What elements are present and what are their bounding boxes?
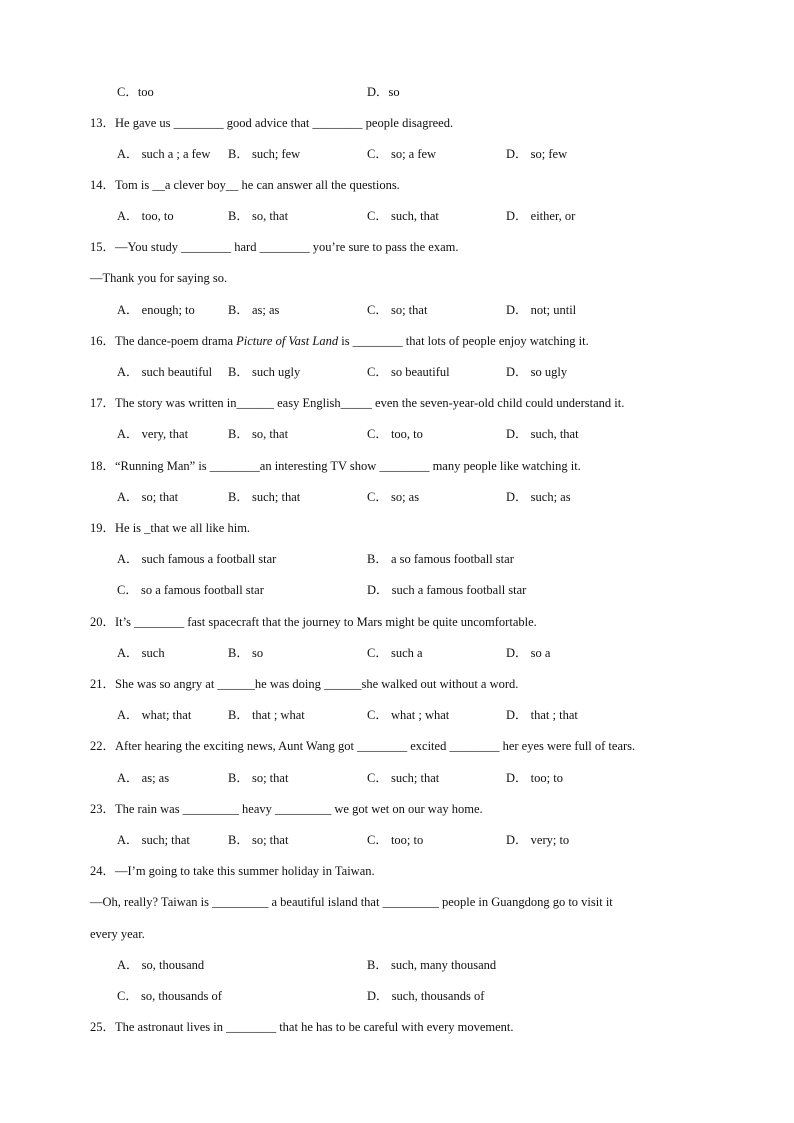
q15-reply: —Thank you for saying so. [90, 271, 228, 285]
q21-stem: 21．She was so angry at ______he was doing ______she walked out without a word. [90, 677, 519, 691]
q20-stem: 20．It’s ________ fast spacecraft that the journey to Mars might be quite uncomfortable. [90, 615, 537, 629]
q13-option-d: D． so; few [506, 147, 568, 161]
q22-stem: 22．After hearing the exciting news, Aunt Wang got ________ excited ________ her eyes were full of tears. [90, 739, 636, 753]
q16-stem-after: is ________ that lots of people enjoy watching it. [338, 334, 589, 348]
q13-option-a: A． such a ; a few [117, 147, 211, 161]
q23-stem: 23．The rain was _________ heavy _________ we got wet on our way home. [90, 802, 483, 816]
q15-stem: 15．—You study ________ hard ________ you’re sure to pass the exam. [90, 240, 459, 254]
q23-option-b: B． so; that [228, 833, 289, 847]
q18-option-a: A． so; that [117, 490, 179, 504]
q14-option-a: A． too, to [117, 209, 174, 223]
q22-option-c: C． such; that [367, 771, 440, 785]
q24-reply-line1: —Oh, really? Taiwan is _________ a beautiful island that _________ people in Guangdong go to visit it [90, 895, 613, 909]
q15-option-d: D． not; until [506, 303, 577, 317]
q15-option-c: C． so; that [367, 303, 428, 317]
q16-option-b: B． such ugly [228, 365, 301, 379]
q15-option-b: B． as; as [228, 303, 280, 317]
q18-stem: 18．“Running Man” is ________an interesting TV show ________ many people like watching it. [90, 459, 581, 473]
q22-option-b: B． so; that [228, 771, 289, 785]
q16-option-a: A． such beautiful [117, 365, 213, 379]
q23-option-a: A． such; that [117, 833, 190, 847]
q14-option-d: D． either, or [506, 209, 576, 223]
q20-option-a: A． such [117, 646, 165, 660]
q25-stem: 25．The astronaut lives in ________ that he has to be careful with every movement. [90, 1020, 514, 1034]
q24-option-b: B． such, many thousand [367, 958, 497, 972]
q15-option-a: A． enough; to [117, 303, 195, 317]
q21-option-b: B． that ; what [228, 708, 305, 722]
q16-stem [90, 333, 589, 349]
q17-option-c: C． too, to [367, 427, 423, 441]
q14-option-b: B． so, that [228, 209, 289, 223]
q21-option-d: D． that ; that [506, 708, 578, 722]
q22-option-d: D． too; to [506, 771, 563, 785]
q17-option-b: B． so, that [228, 427, 289, 441]
q21-option-c: C． what ; what [367, 708, 450, 722]
q24-option-d: D． such, thousands of [367, 989, 485, 1003]
q20-option-d: D． so a [506, 646, 551, 660]
q20-option-b: B． so [228, 646, 264, 660]
q13-option-c: C． so; a few [367, 147, 437, 161]
q12-option-d: D．so [367, 85, 400, 99]
q24-reply-line2: every year. [90, 927, 145, 941]
q24-option-c: C． so, thousands of [117, 989, 222, 1003]
q13-option-b: B． such; few [228, 147, 301, 161]
q24-option-a: A． so, thousand [117, 958, 205, 972]
q16-option-d: D． so ugly [506, 365, 568, 379]
q14-option-c: C． such, that [367, 209, 439, 223]
q19-stem: 19．He is _that we all like him. [90, 521, 251, 535]
q19-option-a: A． such famous a football star [117, 552, 277, 566]
q19-option-c: C． so a famous football star [117, 583, 264, 597]
q19-option-b: B． a so famous football star [367, 552, 514, 566]
q12-option-c: C．too [117, 85, 154, 99]
q23-option-d: D． very; to [506, 833, 570, 847]
q17-option-a: A． very, that [117, 427, 189, 441]
q18-option-d: D． such; as [506, 490, 571, 504]
q16-option-c: C． so beautiful [367, 365, 450, 379]
q18-option-c: C． so; as [367, 490, 420, 504]
q19-option-d: D． such a famous football star [367, 583, 527, 597]
q22-option-a: A． as; as [117, 771, 170, 785]
q13-stem: 13．He gave us ________ good advice that ________ people disagreed. [90, 116, 454, 130]
q14-stem: 14．Tom is __a clever boy__ he can answer all the questions. [90, 178, 400, 192]
q18-option-b: B． such; that [228, 490, 301, 504]
q24-stem: 24．—I’m going to take this summer holiday in Taiwan. [90, 864, 375, 878]
q16-stem-before: 16．The dance-poem drama [90, 334, 237, 348]
q23-option-c: C． too; to [367, 833, 424, 847]
q16-stem-title: Picture of Vast Land [236, 334, 339, 348]
q21-option-a: A． what; that [117, 708, 192, 722]
q17-stem: 17．The story was written in______ easy English_____ even the seven-year-old child could understand it. [90, 396, 625, 410]
q17-option-d: D． such, that [506, 427, 579, 441]
q20-option-c: C． such a [367, 646, 423, 660]
